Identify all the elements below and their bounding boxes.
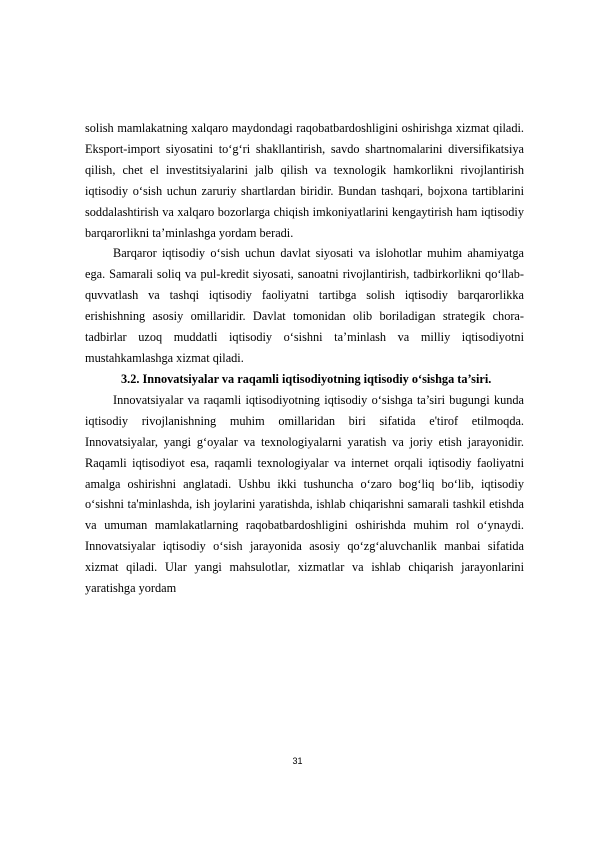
section-heading: 3.2. Innovatsiyalar va raqamli iqtisodiyotning iqtisodiy o‘sishga ta’siri. [121,371,492,386]
page-number: 31 [292,756,303,766]
paragraph-state-policy: Barqaror iqtisodiy o‘sish uchun davlat siyosati va islohotlar muhim ahamiyatga ega. Samarali soliq va pul-kredit siyosati, sanoatni rivojlantirish, tadbirkorlikni qo‘llab-quvvatlash va tashqi iqtisodiy faoliyatni tartibga solish iqtisodiy barqarorlikka erishishning asosiy omillaridir. Davlat tomonidan olib boriladigan strategik chora-tadbirlar uzoq muddatli iqtisodiy o‘sishni ta’minlash va milliy iqtisodiyotni mustahkamlashga xizmat qiladi. [85,246,524,365]
paragraph-continued: solish mamlakatning xalqaro maydondagi raqobatbardoshligini oshirishga xizmat qiladi. Eksport-import siyosatini to‘g‘ri shakllantirish, savdo shartnomalarini diversifikatsiya qilish, chet el investitsiyalarini jalb qilish va texnologik hamkorlikni rivojlantirish iqtisodiy o‘sish uchun zaruriy shartlardan biridir. Bundan tashqari, bojxona tartiblarini soddalashtirish va xalqaro bozorlarga chiqish imkoniyatlarini kengaytirish ham iqtisodiy barqarorlikni ta’minlashga yordam beradi. [85,121,524,240]
paragraph-innovations: Innovatsiyalar va raqamli iqtisodiyotning iqtisodiy o‘sishga ta’siri bugungi kunda iqtisodiy rivojlanishning muhim omillaridan biri sifatida e'tirof etilmoqda. Innovatsiyalar, yangi g‘oyalar va texnologiyalarni yaratish va joriy etish jarayonidir. Raqamli iqtisodiyot esa, raqamli texnologiyalar va internet orqali iqtisodiy faoliyatni amalga oshirishni anglatadi. Ushbu ikki tushuncha o‘zaro bog‘liq bo‘lib, iqtisodiy o‘sishni ta'minlashda, ish joylarini yaratishda, ishlab chiqarishni samarali tashkil etishda va umuman mamlakatlarning raqobatbardoshligini oshirishda muhim rol o‘ynaydi. Innovatsiyalar iqtisodiy o‘sish jarayonida asosiy qo‘zg‘aluvchanlik manbai sifatida xizmat qiladi. Ular yangi mahsulotlar, xizmatlar va ishlab chiqarish jarayonlarini yaratishga yordam [85,392,524,596]
document-body [85,118,524,599]
